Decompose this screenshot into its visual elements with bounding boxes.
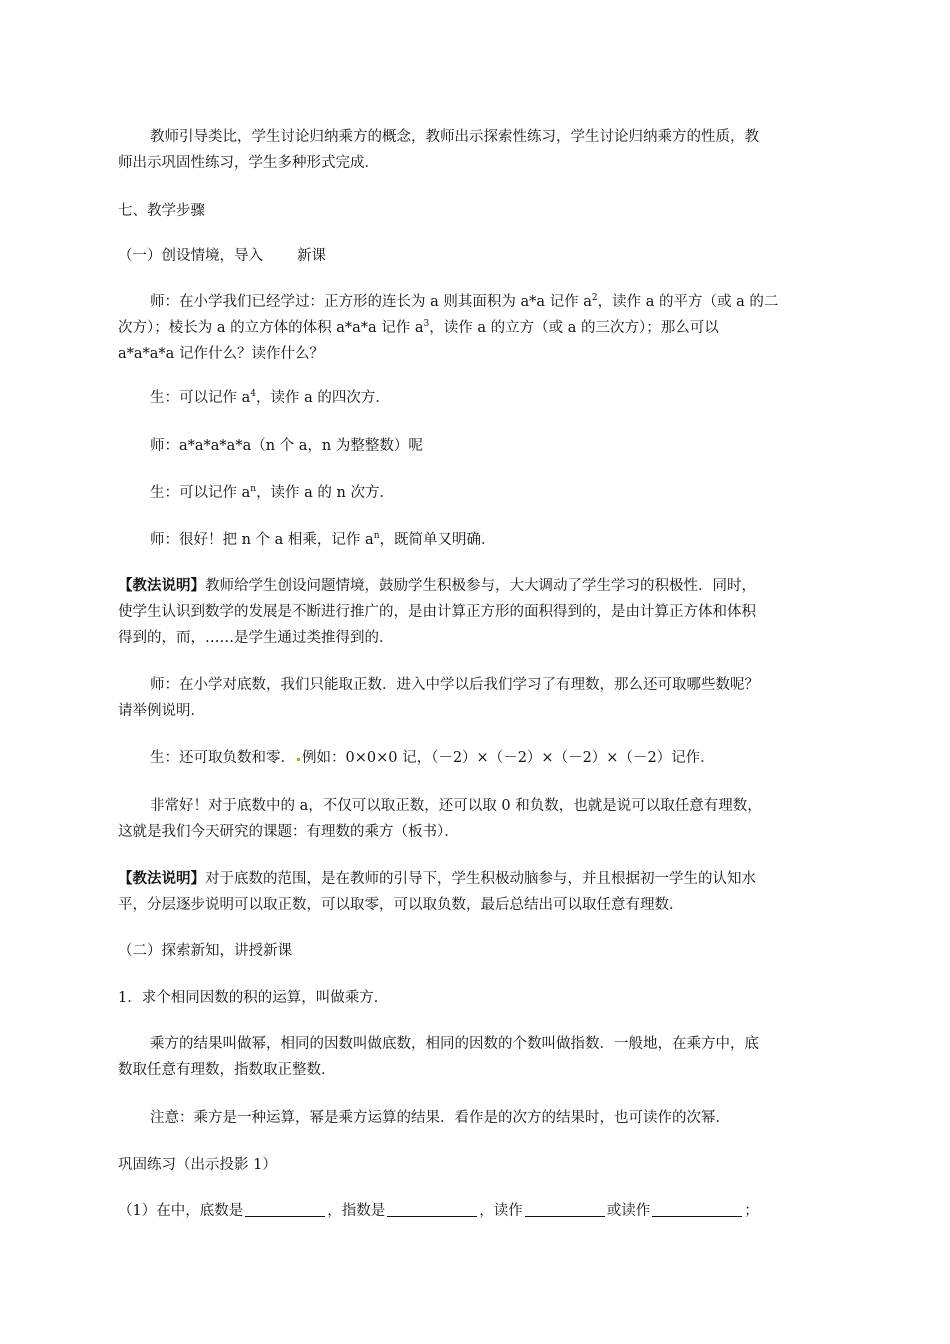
heading-teaching-steps: 七、教学步骤: [118, 203, 205, 219]
text-span: ；: [744, 1203, 759, 1219]
text-line: [118, 315, 858, 341]
text-line: 师：在小学对底数，我们只能取正数．进入中学以后我们学习了有理数，那么还可取哪些数呢？: [150, 677, 759, 693]
text-line: 乘方的结果叫做幂，相同的因数叫做底数，相同的因数的个数叫做指数．一般地，在乘方中，底: [150, 1036, 759, 1052]
text-line: 请举例说明．: [118, 703, 205, 719]
text-line: [118, 289, 858, 315]
teacher-line-2: 师：a*a*a*a*a（n 个 a，n 为整整数）呢: [150, 438, 423, 454]
text-span: 次方）；棱长为 a 的立方体的体积 a*a*a 记作 a: [118, 320, 424, 336]
text-span: 生：可以记作 a: [150, 390, 251, 406]
text-span: 生：可以记作 a: [150, 485, 251, 501]
superscript: 3: [423, 319, 430, 329]
fill-blank-reading-2[interactable]: [652, 1202, 742, 1217]
note-label: 【教法说明】: [118, 577, 205, 594]
teacher-paragraph-4: [118, 672, 858, 724]
text-line: 非常好！对于底数中的 a，不仅可以取正数，还可以取 0 和负数，也就是说可以取任意有理数，: [150, 798, 762, 814]
text-line: 教师引导类比，学生讨论归纳乘方的概念，教师出示探索性练习，学生讨论归纳乘方的性质，教: [150, 129, 759, 145]
text-span: （1）在中，底数是: [118, 1203, 244, 1219]
text-line: a*a*a*a 记作什么？读作什么？: [118, 346, 324, 362]
teaching-note-1: [118, 573, 858, 651]
text-span: ，读作: [479, 1203, 523, 1219]
text-span: ，读作 a 的平方（或 a 的二: [597, 294, 779, 310]
text-line: 得到的，而，……是学生通过类推得到的．: [118, 630, 394, 646]
definition-paragraph: [118, 1031, 858, 1083]
exercise-item-1: [118, 1198, 858, 1224]
superscript: n: [250, 484, 257, 494]
text-line: 数取任意有理数，指数取正整数．: [118, 1062, 336, 1078]
fill-blank-exponent[interactable]: [387, 1202, 477, 1217]
section-heading-1: [118, 243, 858, 269]
text-line: 使学生认识到数学的发展是不断进行推广的，是由计算正方形的面积得到的，是由计算正方体和体积: [118, 604, 756, 620]
teaching-note-2: [118, 866, 858, 918]
superscript: 2: [591, 293, 598, 303]
superscript: 4: [250, 389, 256, 399]
note-label: 【教法说明】: [118, 870, 205, 887]
teacher-paragraph-1: [118, 289, 858, 367]
section-heading-2: （二）探索新知，讲授新课: [118, 943, 292, 959]
text-line: 这就是我们今天研究的课题：有理数的乘方（板书）．: [118, 824, 459, 840]
text-span: 教师给学生创设问题情境，鼓励学生积极参与，大大调动了学生学习的积极性．同时，: [205, 578, 756, 594]
text-span: 对于底数的范围，是在教师的引导下，学生积极动脑参与，并且根据初一学生的认知水: [205, 871, 756, 887]
text-span: ，既简单又明确．: [379, 532, 496, 548]
text-line: 平，分层逐步说明可以取正数，可以取零，可以取负数，最后总结出可以取任意有理数．: [118, 897, 684, 913]
definition-item-1: 1．求个相同因数的积的运算，叫做乘方．: [118, 990, 389, 1006]
text-line: 师出示巩固性练习，学生多种形式完成．: [118, 155, 379, 171]
fill-blank-base[interactable]: [245, 1202, 325, 1217]
student-line-1: [118, 385, 858, 411]
text-span: 师：在小学我们已经学过：正方形的连长为 a 则其面积为 a*a 记作 a: [150, 294, 592, 310]
marker-dot: [297, 758, 300, 761]
text-span: ，读作 a 的立方（或 a 的三次方）；那么可以: [429, 320, 719, 336]
teacher-line-3: [118, 527, 858, 553]
text-span: 生：还可取负数和零．: [150, 750, 295, 766]
text-span: 例如：0×0×0 记，（－2）×（－2）×（－2）×（－2）记作．: [302, 750, 715, 766]
exercise-title: 巩固练习（出示投影 1）: [118, 1157, 277, 1173]
text-line: [118, 573, 858, 599]
section-heading-text: （一）创设情境，导入: [118, 248, 263, 264]
text-span: ，读作 a 的 n 次方．: [256, 485, 394, 501]
section-heading-text: 新课: [297, 248, 326, 264]
text-span: 师：很好！把 n 个 a 相乘，记作 a: [150, 532, 374, 548]
intro-paragraph: [118, 124, 858, 176]
text-span: ，指数是: [327, 1203, 386, 1219]
student-line-2: [118, 480, 858, 506]
note-paragraph: 注意：乘方是一种运算，幂是乘方运算的结果．看作是的次方的结果时，也可读作的次幂．: [150, 1110, 730, 1126]
text-line: [118, 866, 858, 892]
teacher-paragraph-5: [118, 793, 858, 845]
text-span: 或读作: [606, 1203, 651, 1219]
fill-blank-reading-1[interactable]: [525, 1202, 605, 1217]
superscript: n: [373, 531, 380, 541]
text-span: ，读作 a 的四次方．: [256, 390, 390, 406]
student-line-3: [118, 745, 858, 771]
